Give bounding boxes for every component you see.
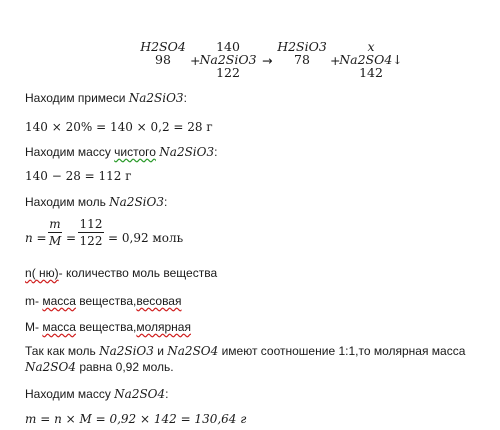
definition-M [25, 320, 191, 334]
formula-na2sio3: Na2SiO3 [109, 195, 164, 209]
product-h2sio3-formula: H2SiO3 [277, 39, 327, 54]
product-h2sio3-molar: 78 [294, 52, 310, 67]
step-moles-heading [25, 195, 167, 209]
fraction-112-over-122 [78, 217, 104, 248]
product-na2so4-unknown: x [367, 39, 375, 54]
formula-na2so4: Na2SO4 [167, 344, 219, 358]
fraction-denominator: M [49, 234, 62, 248]
product-na2so4 [338, 40, 404, 79]
nu-note: ( ню) [31, 266, 59, 280]
definition-text: - количество моль вещества [58, 266, 218, 280]
formula-na2sio3: Na2SiO3 [159, 145, 215, 159]
underlined-word: масса [42, 294, 76, 308]
definition-m [25, 294, 181, 308]
product-na2so4-molar: 142 [359, 65, 383, 80]
step-pure-mass-heading [25, 145, 217, 159]
heading-text: Находим массу [25, 387, 115, 401]
n-equals: n = [25, 231, 47, 245]
reactant-h2so4-molar: 98 [155, 52, 171, 67]
symbol-M: M- [25, 320, 43, 334]
reactant-na2sio3-formula: Na2SiO3 [199, 52, 257, 67]
fraction-m-over-M [48, 217, 62, 248]
symbol-n: n [25, 266, 32, 280]
symbol-m: m- [25, 294, 43, 308]
equals-sign: = [66, 231, 77, 245]
fraction-numerator: 112 [79, 217, 103, 231]
text-part: и [153, 344, 168, 358]
step-na2so4-mass-heading [25, 387, 169, 401]
pure-mass-calculation: 140 − 28 = 112 г [25, 169, 132, 183]
definition-text: вещества, [75, 294, 137, 308]
definition-n [25, 266, 217, 280]
underlined-word-2: молярная [136, 320, 191, 334]
reactant-na2sio3-mass: 140 [216, 39, 240, 54]
underlined-word-2: весовая [136, 294, 182, 308]
impurities-calculation: 140 × 20% = 140 × 0,2 = 28 г [25, 120, 213, 134]
ratio-statement-line2 [25, 360, 174, 374]
colon: : [214, 145, 218, 159]
product-na2so4-formula: Na2SO4↓ [339, 52, 403, 67]
fraction-denominator: 122 [79, 234, 103, 248]
fraction-numerator: m [49, 217, 61, 231]
underlined-word: чистого [114, 145, 156, 159]
moles-result: = 0,92 моль [108, 231, 184, 245]
heading-text: Находим примеси [25, 91, 129, 105]
final-mass-calculation: m = n × M = 0,92 × 142 = 130,64 г [25, 412, 247, 426]
reactant-na2sio3-molar: 122 [216, 65, 240, 80]
fraction-bar [48, 232, 62, 233]
reactant-na2sio3 [198, 40, 258, 79]
colon: : [183, 91, 187, 105]
text-part: Так как моль [25, 344, 100, 358]
product-h2sio3 [276, 40, 328, 66]
reactant-h2so4 [138, 40, 188, 66]
ratio-statement-line1 [25, 344, 465, 358]
step-impurities-heading [25, 91, 187, 105]
formula-na2sio3: Na2SiO3 [128, 91, 184, 105]
heading-text: Находим моль [25, 195, 110, 209]
text-part: равна 0,92 моль. [75, 360, 174, 374]
colon: : [165, 387, 169, 401]
formula-na2sio3: Na2SiO3 [99, 344, 154, 358]
underlined-word: масса [42, 320, 76, 334]
reaction-arrow: → [262, 53, 273, 68]
fraction-bar [78, 232, 104, 233]
heading-text: Находим массу [25, 145, 115, 159]
plus-sign-2: + [330, 53, 341, 68]
plus-sign-1: + [190, 53, 201, 68]
formula-na2so4: Na2SO4 [114, 387, 166, 401]
reactant-h2so4-formula: H2SO4 [140, 39, 186, 54]
colon: : [163, 195, 168, 209]
text-part: имеют соотношение 1:1,то молярная масса [218, 344, 466, 358]
definition-text: вещества, [75, 320, 137, 334]
formula-na2so4: Na2SO4 [25, 360, 76, 374]
